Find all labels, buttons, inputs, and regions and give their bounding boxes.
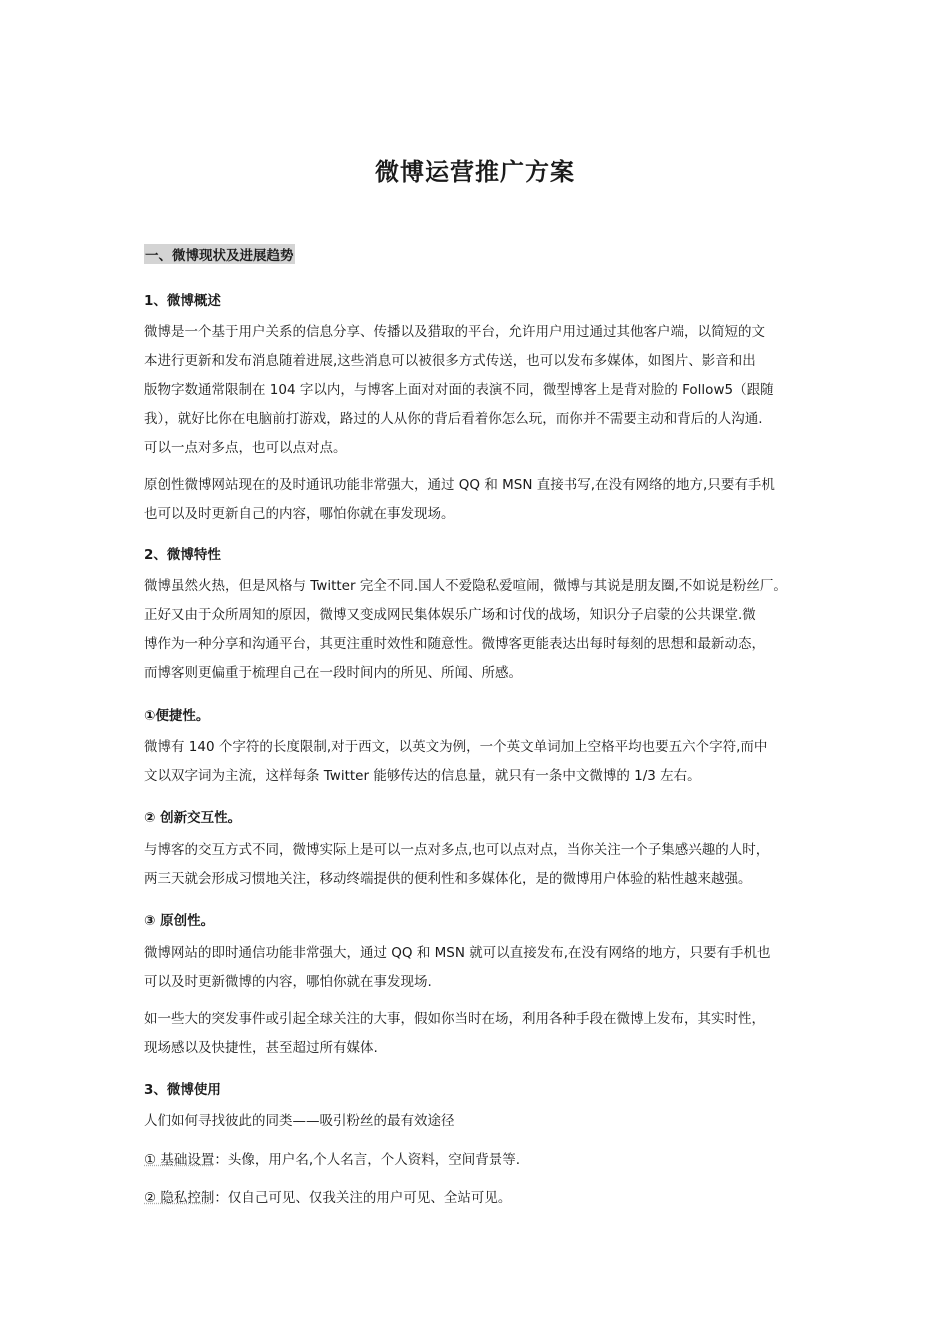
section-heading-text: 一、微博现状及进展趋势 — [144, 244, 295, 264]
feature-paragraph-originality — [144, 939, 812, 997]
document-title: 微博运营推广方案 — [375, 158, 575, 186]
usage-item-label: ② 隐私控制 — [144, 1190, 215, 1206]
paragraph-line: 博作为一种分享和沟通平台，其更注重时效性和随意性。微博客更能表达出每时每刻的思想和最新动态， — [144, 636, 765, 652]
paragraph-line: 原创性微博网站现在的及时通讯功能非常强大，通过 QQ 和 MSN 直接书写,在没有网络的地方,只要有手机 — [144, 477, 775, 493]
paragraph-line: 可以一点对多点，也可以点对点。 — [144, 440, 347, 456]
paragraph-line: 如一些大的突发事件或引起全球关注的大事，假如你当时在场，利用各种手段在微博上发布，其实时性， — [144, 1011, 765, 1027]
usage-item-privacy-control — [144, 1184, 812, 1213]
usage-item-basic-settings — [144, 1146, 812, 1175]
paragraph-line: 微博是一个基于用户关系的信息分享、传播以及猎取的平台，允许用户用过通过其他客户端，以简短的文 — [144, 324, 765, 340]
paragraph-line: 现场感以及快捷性，甚至超过所有媒体. — [144, 1040, 378, 1056]
paragraph-line: 我），就好比你在电脑前打游戏，路过的人从你的背后看着你怎么玩，而你并不需要主动和背后的人沟通. — [144, 411, 763, 427]
subsection-heading-usage: 3、微博使用 — [144, 1082, 221, 1098]
paragraph-line: 而博客则更偏重于梳理自己在一段时间内的所见、所闻、所感。 — [144, 665, 522, 681]
paragraph-line: 也可以及时更新自己的内容，哪怕你就在事发现场。 — [144, 506, 455, 522]
section-heading-1 — [144, 244, 812, 264]
paragraph-line: 微博虽然火热，但是风格与 Twitter 完全不同.国人不爱隐私爱喧闹，微博与其说是朋友圈,不如说是粉丝厂。 — [144, 578, 787, 594]
usage-item-label: ① 基础设置 — [144, 1152, 215, 1168]
subsection-heading-overview: 1、微博概述 — [144, 293, 221, 309]
paragraph-line: 微博有 140 个字符的长度限制,对于西文，以英文为例，一个英文单词加上空格平均也要五六个字符,而中 — [144, 739, 768, 755]
usage-item-text: ：头像，用户名,个人名言，个人资料，空间背景等. — [214, 1152, 520, 1168]
overview-paragraph-1 — [144, 318, 812, 463]
feature-heading-convenience: ①便捷性。 — [144, 708, 210, 724]
feature-heading-originality: ③ 原创性。 — [144, 913, 215, 929]
feature-paragraph-convenience — [144, 733, 812, 791]
paragraph-line: 微博网站的即时通信功能非常强大，通过 QQ 和 MSN 就可以直接发布,在没有网络的地方，只要有手机也 — [144, 945, 771, 961]
paragraph-line: 可以及时更新微博的内容，哪怕你就在事发现场. — [144, 974, 432, 990]
paragraph-line: 本进行更新和发布消息随着进展,这些消息可以被很多方式传送，也可以发布多媒体，如图片、影音和出 — [144, 353, 756, 369]
features-paragraph — [144, 572, 812, 688]
paragraph-line: 两三天就会形成习惯地关注，移动终端提供的便利性和多媒体化，是的微博用户体验的粘性越来越强。 — [144, 871, 752, 887]
paragraph-line: 文以双字词为主流，这样每条 Twitter 能够传达的信息量，就只有一条中文微博的 1/3 左右。 — [144, 768, 701, 784]
usage-item-text: ：仅自己可见、仅我关注的用户可见、全站可见。 — [214, 1190, 512, 1206]
paragraph-line: 版物字数通常限制在 104 字以内，与博客上面对对面的表演不同，微型博客上是背对脸的 Follow5（跟随 — [144, 382, 774, 398]
overview-paragraph-2 — [144, 471, 812, 529]
paragraph-line: 正好又由于众所周知的原因，微博又变成网民集体娱乐广场和讨伐的战场，知识分子启蒙的公共课堂.微 — [144, 607, 756, 623]
feature-paragraph-originality-extra — [144, 1005, 812, 1063]
usage-intro: 人们如何寻找彼此的同类——吸引粉丝的最有效途径 — [144, 1113, 455, 1129]
subsection-heading-features: 2、微博特性 — [144, 547, 221, 563]
feature-heading-interaction: ② 创新交互性。 — [144, 810, 242, 826]
paragraph-line: 与博客的交互方式不同，微博实际上是可以一点对多点,也可以点对点，当你关注一个子集感兴趣的人时， — [144, 842, 770, 858]
feature-paragraph-interaction — [144, 836, 812, 894]
